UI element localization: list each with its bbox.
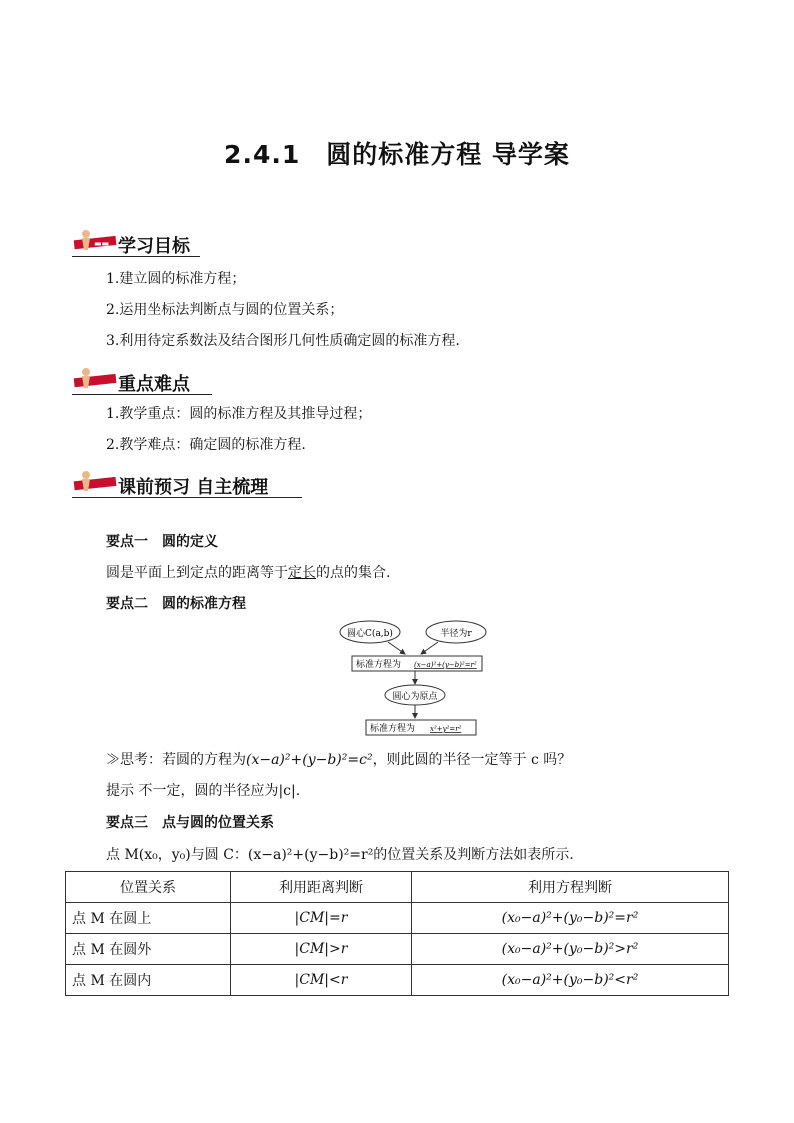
think-prefix: ≫思考：若圆的方程为 xyxy=(106,752,246,768)
table-cell: 点 M 在圆外 xyxy=(66,934,231,965)
eq2-prefix: 标准方程为 xyxy=(370,724,416,734)
point1-text-underlined: 定长 xyxy=(288,565,316,581)
point3-heading: 要点三 点与圆的位置关系 xyxy=(106,815,274,831)
section-stamp-logo-icon xyxy=(72,469,120,497)
position-relation-table xyxy=(65,871,729,996)
section-underline xyxy=(72,497,302,498)
goal-item: 2.运用坐标法判断点与圆的位置关系； xyxy=(106,302,344,318)
table-row xyxy=(66,903,729,934)
table-cell: (x₀−a)²+(y₀−b)²=r² xyxy=(412,903,729,934)
eq1: (x−a)²+(y−b)²=r² xyxy=(414,661,477,669)
section-underline xyxy=(72,256,200,257)
think-suffix: ，则此圆的半径一定等于 c 吗？ xyxy=(372,752,572,768)
origin-label: 圆心为原点 xyxy=(392,692,438,702)
eq1-prefix: 标准方程为 xyxy=(356,660,402,670)
goal-item: 1.建立圆的标准方程； xyxy=(106,271,246,287)
standard-equation-diagram xyxy=(330,618,500,743)
table-cell: 点 M 在圆上 xyxy=(66,903,231,934)
table-cell: |CM|>r xyxy=(231,934,412,965)
table-cell: |CM|<r xyxy=(231,965,412,996)
table-cell: (x₀−a)²+(y₀−b)²>r² xyxy=(412,934,729,965)
section-title-goals: 学习目标 xyxy=(118,236,190,257)
think-question xyxy=(106,749,571,769)
center-label: 圆心C(a,b) xyxy=(347,629,393,639)
section-stamp-logo-icon xyxy=(72,228,120,256)
key-point-item: 2.教学难点：确定圆的标准方程. xyxy=(106,437,306,453)
table-header-cell: 利用距离判断 xyxy=(231,872,412,903)
page-title: 2.4.1 圆的标准方程 导学案 xyxy=(224,140,570,169)
section-title-key: 重点难点 xyxy=(118,374,190,395)
think-equation: (x−a)²+(y−b)²=c² xyxy=(246,752,373,768)
key-point-item: 1.教学重点：圆的标准方程及其推导过程； xyxy=(106,406,372,422)
table-cell: (x₀−a)²+(y₀−b)²<r² xyxy=(412,965,729,996)
point1-heading: 要点一 圆的定义 xyxy=(106,534,218,550)
table-cell: 点 M 在圆内 xyxy=(66,965,231,996)
table-row xyxy=(66,965,729,996)
point1-text-before: 圆是平面上到定点的距离等于 xyxy=(106,565,288,581)
section-stamp-logo-icon xyxy=(72,366,120,394)
hint-text: 提示 不一定，圆的半径应为|c|. xyxy=(106,783,301,799)
point1-text xyxy=(106,562,390,582)
goal-item: 3.利用待定系数法及结合图形几何性质确定圆的标准方程. xyxy=(106,333,460,349)
point3-intro: 点 M(x₀，y₀)与圆 C：(x−a)²+(y−b)²=r²的位置关系及判断方法如表所示. xyxy=(106,847,574,863)
table-row xyxy=(66,934,729,965)
point2-heading: 要点二 圆的标准方程 xyxy=(106,596,246,612)
radius-label: 半径为r xyxy=(440,629,472,639)
point1-text-after: 的点的集合. xyxy=(316,565,391,581)
eq2: x²+y²=r² xyxy=(430,725,462,733)
section-title-preview: 课前预习 自主梳理 xyxy=(118,477,269,498)
table-header-cell: 位置关系 xyxy=(66,872,231,903)
table-cell: |CM|=r xyxy=(231,903,412,934)
svg-text:▬▬: ▬▬ xyxy=(94,239,110,248)
section-underline xyxy=(72,394,212,395)
table-header-row xyxy=(66,872,729,903)
table-header-cell: 利用方程判断 xyxy=(412,872,729,903)
